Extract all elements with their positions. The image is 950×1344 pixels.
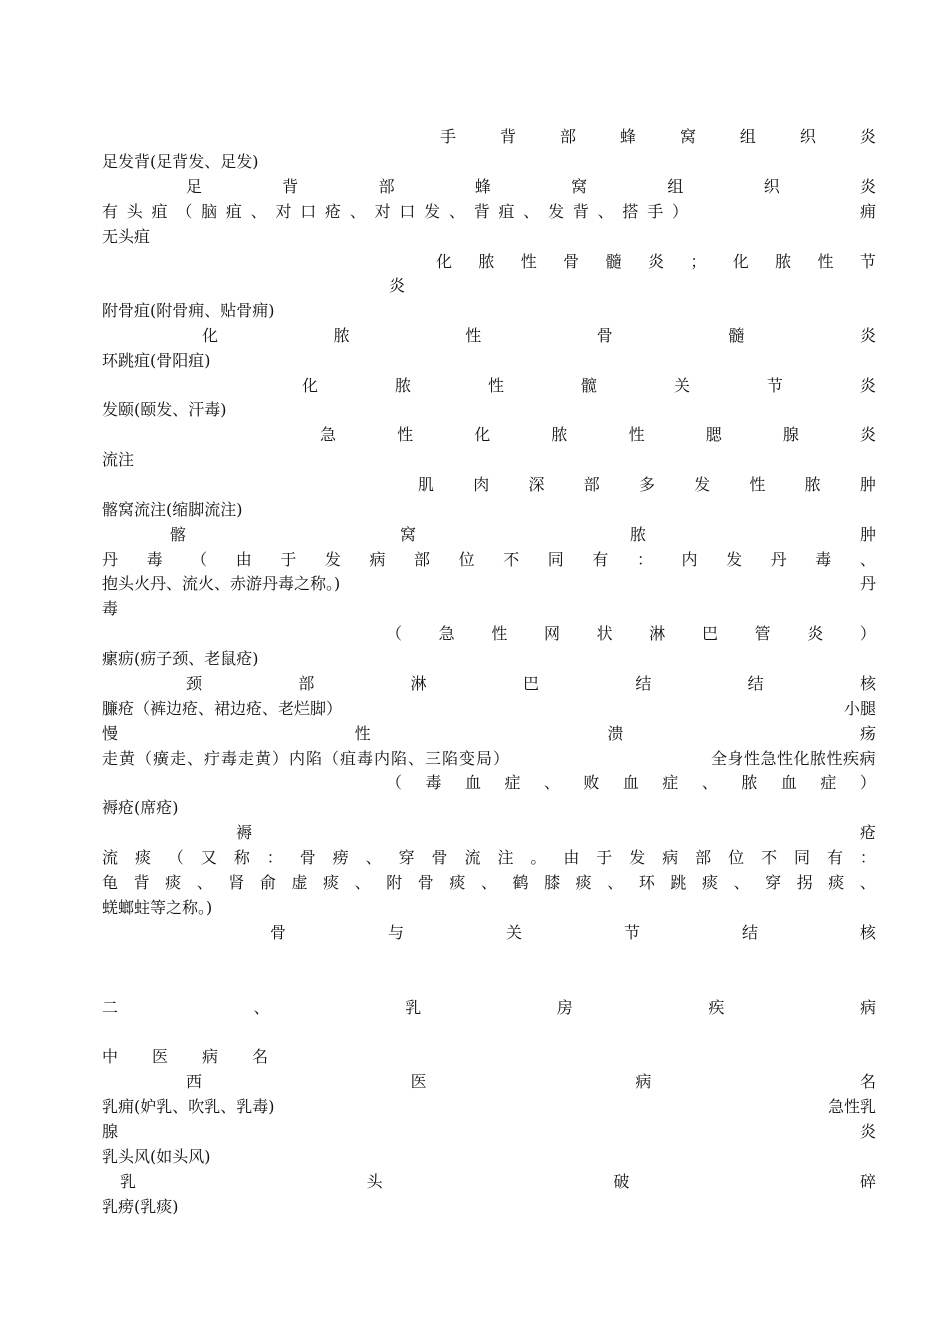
- text-char: 关: [505, 923, 522, 942]
- text-line-spread: [102, 547, 876, 572]
- text-char: 搭: [622, 202, 639, 221]
- text-char: 溃: [607, 724, 624, 743]
- text-line: 足发背(足背发、足发): [102, 152, 259, 171]
- text-char: 巴: [701, 624, 718, 643]
- text-line: 小腿: [843, 699, 876, 718]
- text-char: 于: [596, 848, 613, 867]
- text-char: 慢: [102, 724, 119, 743]
- text-char: （: [176, 202, 193, 221]
- text-char: 脓: [629, 525, 646, 544]
- text-char: 髋: [580, 376, 597, 395]
- text-char: ：: [266, 848, 283, 867]
- text-char: 症: [820, 773, 837, 792]
- text-line-spread: [102, 870, 876, 895]
- text-char: 性: [749, 475, 766, 494]
- text-char: 破: [613, 1172, 630, 1191]
- text-char: 化: [302, 376, 319, 395]
- text-line: 急性乳: [827, 1097, 876, 1116]
- text-char: 名: [251, 1047, 268, 1066]
- text-char: 同: [547, 550, 564, 569]
- text-char: 流: [464, 848, 481, 867]
- text-char: 管: [754, 624, 771, 643]
- text-char: 部: [583, 475, 600, 494]
- text-char: 龟: [102, 873, 119, 892]
- text-char: 痨: [332, 848, 349, 867]
- text-char: 部: [695, 848, 712, 867]
- text-char: 状: [596, 624, 613, 643]
- text-char: 西: [186, 1072, 203, 1091]
- text-char: 脓: [551, 425, 568, 444]
- text-char: 脓: [333, 326, 350, 345]
- text-char: 病: [635, 1072, 652, 1091]
- text-char: 足: [186, 177, 203, 196]
- text-char: 不: [503, 550, 520, 569]
- text-char: 、: [448, 202, 465, 221]
- text-char: 又: [200, 848, 217, 867]
- text-char: 背: [473, 202, 490, 221]
- text-line-spread: [302, 373, 876, 398]
- text-char: 淋: [649, 624, 666, 643]
- text-char: 结: [635, 674, 652, 693]
- text-char: 、: [250, 202, 267, 221]
- text-char: 丹: [102, 550, 119, 569]
- text-char: 性: [628, 425, 645, 444]
- text-char: 二: [102, 998, 119, 1017]
- text-char: 痰: [134, 848, 151, 867]
- text-line-spread: [120, 1169, 876, 1194]
- text-char: 背: [282, 177, 299, 196]
- text-char: 炎: [859, 127, 876, 146]
- text-char: 、: [701, 773, 718, 792]
- text-line-spread: [386, 621, 876, 646]
- text-char: 乳: [405, 998, 422, 1017]
- text-char: 虚: [291, 873, 308, 892]
- text-char: 部: [414, 550, 431, 569]
- text-char: 肿: [859, 475, 876, 494]
- text-char: 背: [499, 127, 516, 146]
- text-char: 、: [480, 873, 497, 892]
- text-line-spread: [186, 671, 876, 696]
- text-char: 疡: [859, 724, 876, 743]
- text-char: 头: [126, 202, 143, 221]
- text-char: 痰: [575, 873, 592, 892]
- text-char: 发: [694, 475, 711, 494]
- text-char: 症: [662, 773, 679, 792]
- text-char: 于: [280, 550, 297, 569]
- text-line: 臁疮（裤边疮、裙边疮、老烂脚）: [102, 699, 343, 718]
- text-char: （: [386, 624, 403, 643]
- text-char: 、: [859, 550, 876, 569]
- text-char: 织: [763, 177, 780, 196]
- text-char: 关: [673, 376, 690, 395]
- text-line: 瘰疬(疬子颈、老鼠疮): [102, 649, 259, 668]
- text-char: 背: [572, 202, 589, 221]
- text-char: 有: [102, 202, 119, 221]
- text-char: 痰: [828, 873, 845, 892]
- text-char: 手: [440, 127, 457, 146]
- text-char: 节: [766, 376, 783, 395]
- text-char: ）: [859, 773, 876, 792]
- text-char: 窝: [399, 525, 416, 544]
- text-char: 骨: [431, 848, 448, 867]
- text-char: 口: [399, 202, 416, 221]
- text-char: 髓: [605, 252, 622, 271]
- text-char: 疽: [225, 202, 242, 221]
- text-char: 丹: [770, 550, 787, 569]
- text-char: 窝: [679, 127, 696, 146]
- text-line-spread: [202, 323, 876, 348]
- text-char: 化: [202, 326, 219, 345]
- text-line: 褥疮(席疮): [102, 798, 179, 817]
- text-char: 膝: [544, 873, 561, 892]
- text-line: 乳痨(乳痰): [102, 1197, 179, 1216]
- text-line-spread: [440, 124, 876, 149]
- text-line: 髂窝流注(缩脚流注): [102, 500, 243, 519]
- text-char: 附: [386, 873, 403, 892]
- text-char: 痰: [323, 873, 340, 892]
- text-char: 痰: [701, 873, 718, 892]
- text-char: 深: [528, 475, 545, 494]
- text-char: 部: [298, 674, 315, 693]
- text-line: 全身性急性化脓性疾病: [710, 749, 876, 768]
- text-char: 、: [253, 998, 270, 1017]
- text-char: 脓: [804, 475, 821, 494]
- text-char: 与: [387, 923, 404, 942]
- text-char: 血: [622, 773, 639, 792]
- text-char: 医: [410, 1072, 427, 1091]
- text-char: 有: [592, 550, 609, 569]
- text-char: 颈: [186, 674, 203, 693]
- text-line: 流注: [102, 450, 135, 469]
- text-char: 骨: [299, 848, 316, 867]
- text-char: 脓: [394, 376, 411, 395]
- text-char: 急: [320, 425, 337, 444]
- text-char: 性: [354, 724, 371, 743]
- text-char: 流: [102, 848, 119, 867]
- text-line-spread: [418, 472, 876, 497]
- text-char: 、: [597, 202, 614, 221]
- text-char: 骨: [270, 923, 287, 942]
- text-char: 组: [739, 127, 756, 146]
- text-char: ；: [690, 252, 707, 271]
- text-char: 症: [504, 773, 521, 792]
- text-char: 血: [780, 773, 797, 792]
- text-char: ：: [636, 550, 653, 569]
- text-line-spread: [436, 249, 876, 274]
- text-char: 同: [794, 848, 811, 867]
- text-line: 痈: [859, 202, 876, 221]
- text-char: 性: [817, 252, 834, 271]
- text-char: 窝: [571, 177, 588, 196]
- text-line: 毒: [102, 599, 119, 618]
- text-char: 织: [799, 127, 816, 146]
- text-char: 对: [374, 202, 391, 221]
- text-line: 腺: [102, 1122, 119, 1141]
- text-char: （: [191, 550, 208, 569]
- text-char: 鹤: [512, 873, 529, 892]
- text-char: 名: [859, 1072, 876, 1091]
- text-char: 位: [458, 550, 475, 569]
- text-char: 穿: [765, 873, 782, 892]
- text-char: 肌: [418, 475, 435, 494]
- text-char: 。: [530, 848, 547, 867]
- text-char: 脓: [478, 252, 495, 271]
- text-char: 败: [583, 773, 600, 792]
- text-char: 环: [638, 873, 655, 892]
- text-char: 、: [365, 848, 382, 867]
- text-char: 部: [378, 177, 395, 196]
- text-char: 跳: [670, 873, 687, 892]
- text-line-spread: [386, 770, 876, 795]
- text-char: ）: [671, 202, 688, 221]
- text-char: 、: [607, 873, 624, 892]
- text-char: 节: [623, 923, 640, 942]
- text-char: 、: [196, 873, 213, 892]
- text-char: 脓: [775, 252, 792, 271]
- text-char: 注: [497, 848, 514, 867]
- text-char: 性: [487, 376, 504, 395]
- text-char: 炎: [807, 624, 824, 643]
- text-line: 丹: [859, 574, 876, 593]
- text-line: 附骨疽(附骨痈、贴骨痈): [102, 301, 275, 320]
- text-char: 、: [859, 873, 876, 892]
- text-char: 组: [667, 177, 684, 196]
- text-char: 对: [275, 202, 292, 221]
- text-char: 病: [859, 998, 876, 1017]
- text-char: 腺: [782, 425, 799, 444]
- text-char: 病: [201, 1047, 218, 1066]
- text-char: 、: [354, 873, 371, 892]
- text-char: 褥: [236, 823, 253, 842]
- text-char: （: [386, 773, 403, 792]
- text-char: 急: [438, 624, 455, 643]
- text-char: 性: [520, 252, 537, 271]
- text-char: 发: [548, 202, 565, 221]
- text-char: 疽: [151, 202, 168, 221]
- text-char: 巴: [522, 674, 539, 693]
- text-char: 炎: [859, 326, 876, 345]
- text-char: 痰: [165, 873, 182, 892]
- text-char: 血: [464, 773, 481, 792]
- text-char: 炎: [859, 376, 876, 395]
- text-char: 俞: [259, 873, 276, 892]
- text-line: 抱头火丹、流火、赤游丹毒之称。): [102, 574, 341, 593]
- text-char: 髓: [728, 326, 745, 345]
- text-char: 网: [543, 624, 560, 643]
- text-char: 部: [559, 127, 576, 146]
- text-char: 髂: [170, 525, 187, 544]
- text-char: 化: [474, 425, 491, 444]
- text-line-spread: [270, 920, 876, 945]
- text-char: 发: [424, 202, 441, 221]
- text-line-spread: [186, 174, 876, 199]
- table-header-western: [186, 1069, 876, 1094]
- text-char: 不: [761, 848, 778, 867]
- text-char: 毒: [425, 773, 442, 792]
- text-char: 核: [859, 923, 876, 942]
- text-char: 有: [826, 848, 843, 867]
- text-line: 乳头风(如头风): [102, 1147, 211, 1166]
- text-char: 穿: [398, 848, 415, 867]
- text-char: 蜂: [619, 127, 636, 146]
- text-char: 化: [732, 252, 749, 271]
- text-char: 、: [543, 773, 560, 792]
- text-char: 毒: [815, 550, 832, 569]
- text-char: 痰: [449, 873, 466, 892]
- text-char: 蜂: [474, 177, 491, 196]
- text-char: 拐: [796, 873, 813, 892]
- text-char: 、: [523, 202, 540, 221]
- text-line: 乳痈(妒乳、吹乳、乳毒): [102, 1097, 275, 1116]
- text-line-spread: [236, 820, 876, 845]
- text-char: 碎: [859, 1172, 876, 1191]
- text-char: 肿: [859, 525, 876, 544]
- text-char: 多: [638, 475, 655, 494]
- text-char: 节: [859, 252, 876, 271]
- text-char: 房: [556, 998, 573, 1017]
- text-char: 称: [233, 848, 250, 867]
- text-line: 走黄（癀走、疔毒走黄）内陷（疽毒内陷、三陷变局）: [102, 749, 511, 768]
- text-char: 毒: [146, 550, 163, 569]
- text-line: 炎: [859, 1122, 876, 1141]
- text-char: 病: [662, 848, 679, 867]
- text-char: ：: [859, 848, 876, 867]
- text-line-spread: [170, 522, 876, 547]
- text-char: 背: [133, 873, 150, 892]
- text-line: 发颐(颐发、汗毒): [102, 400, 227, 419]
- text-char: 头: [366, 1172, 383, 1191]
- text-char: 由: [235, 550, 252, 569]
- text-line: 蜣螂蛀等之称。): [102, 898, 213, 917]
- text-line: 环跳疽(骨阳疽): [102, 351, 211, 370]
- text-char: 炎: [647, 252, 664, 271]
- text-char: 疮: [325, 202, 342, 221]
- text-char: 化: [436, 252, 453, 271]
- text-line: 无头疽: [102, 227, 151, 246]
- text-line-spread: [102, 721, 876, 746]
- text-char: 脓: [741, 773, 758, 792]
- text-char: 内: [681, 550, 698, 569]
- text-char: 医: [151, 1047, 168, 1066]
- text-char: 脑: [201, 202, 218, 221]
- section-heading: [102, 995, 876, 1020]
- text-char: 、: [349, 202, 366, 221]
- text-char: 由: [563, 848, 580, 867]
- text-line: 炎: [389, 276, 406, 295]
- text-char: 位: [728, 848, 745, 867]
- text-char: 结: [747, 674, 764, 693]
- text-char: 性: [397, 425, 414, 444]
- text-char: 腮: [705, 425, 722, 444]
- text-char: 发: [324, 550, 341, 569]
- text-char: 病: [369, 550, 386, 569]
- table-header-tcm: [102, 1044, 268, 1069]
- text-char: 结: [741, 923, 758, 942]
- text-char: 口: [300, 202, 317, 221]
- text-char: 肉: [473, 475, 490, 494]
- text-char: 疾: [708, 998, 725, 1017]
- text-char: ）: [859, 624, 876, 643]
- text-char: 肾: [228, 873, 245, 892]
- text-char: 核: [859, 674, 876, 693]
- text-char: 中: [102, 1047, 119, 1066]
- text-char: 发: [629, 848, 646, 867]
- text-char: 乳: [120, 1172, 137, 1191]
- text-char: 骨: [596, 326, 613, 345]
- text-char: （: [167, 848, 184, 867]
- text-char: 疮: [859, 823, 876, 842]
- text-char: 骨: [563, 252, 580, 271]
- text-line-spread: [320, 422, 876, 447]
- text-char: 、: [733, 873, 750, 892]
- text-char: 性: [465, 326, 482, 345]
- text-char: 疽: [498, 202, 515, 221]
- text-char: 炎: [859, 177, 876, 196]
- text-char: 淋: [410, 674, 427, 693]
- text-char: 性: [491, 624, 508, 643]
- text-line-spread: [102, 845, 876, 870]
- text-char: 炎: [859, 425, 876, 444]
- text-char: 发: [726, 550, 743, 569]
- text-char: 骨: [417, 873, 434, 892]
- text-char: 手: [647, 202, 664, 221]
